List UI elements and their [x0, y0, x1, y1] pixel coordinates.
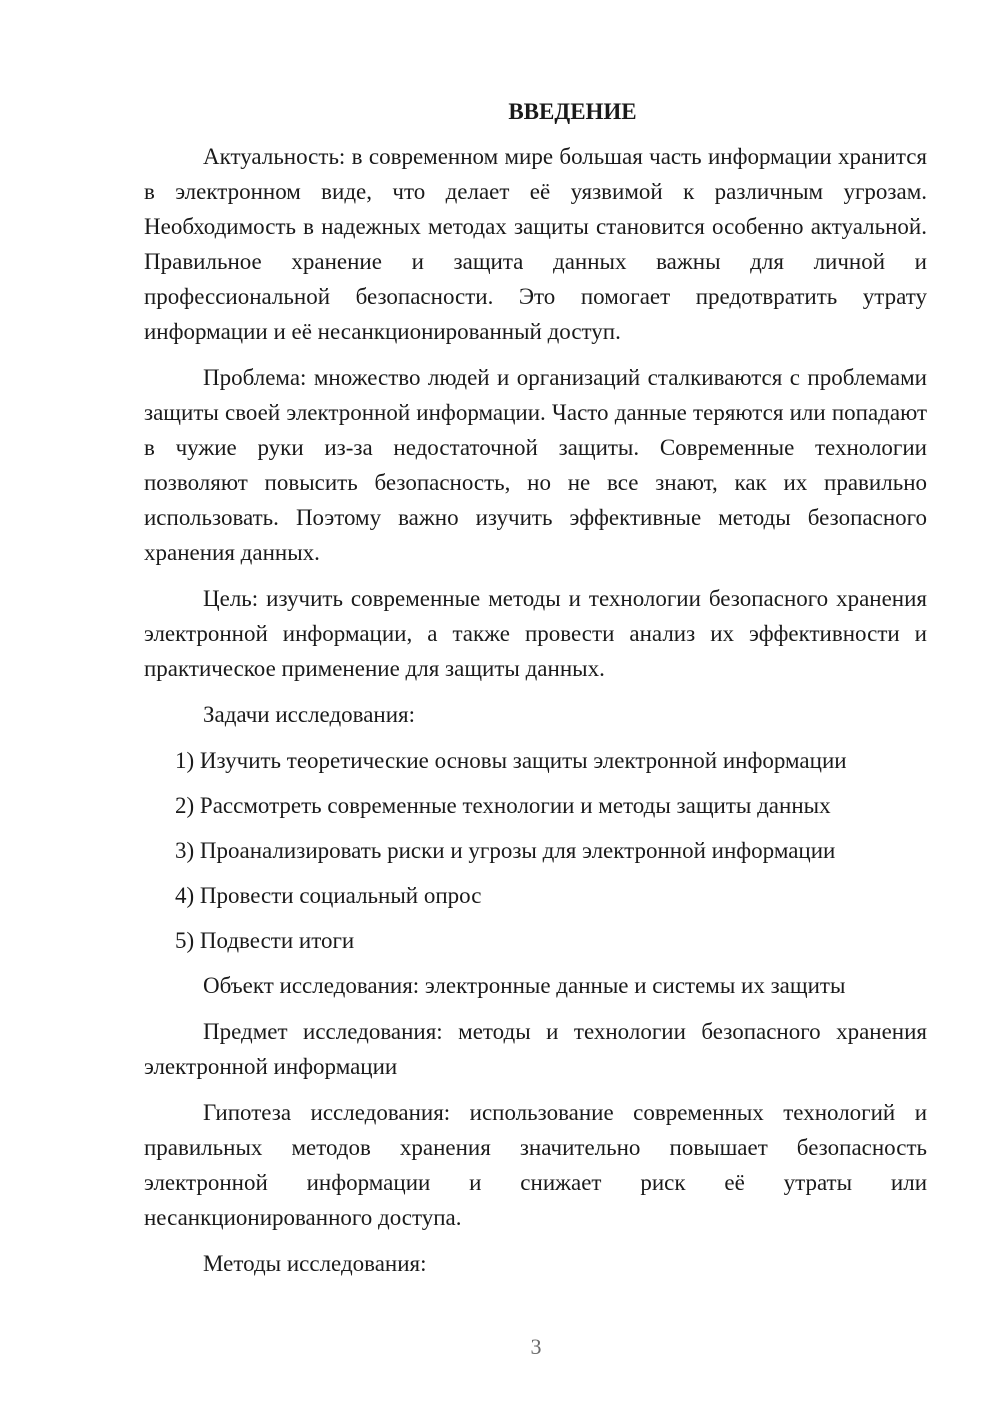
tasks-heading: Задачи исследования: [203, 702, 416, 727]
task-item-1: 1) Изучить теоретические основы защиты электронной информации [175, 748, 847, 773]
paragraph-hypothesis: Гипотеза исследования: использование современных технологий и правильных методов хранения значительно повышает безопасность электронной информации и снижает риск её утраты или несанкционированного доступа. [144, 1100, 927, 1230]
paragraph-relevance: Актуальность: в современном мире большая часть информации хранится в электронном виде, что делает её уязвимой к различным угрозам. Необходимость в надежных методах защиты становится особенно актуальной. Правильное хранение и защита данных важны для личной и профессиональной безопасности. Это помогает предотвратить утрату информации и её несанкционированный доступ. [144, 144, 927, 344]
task-item-3: 3) Проанализировать риски и угрозы для электронной информации [175, 838, 836, 863]
page-number: 3 [530, 1334, 542, 1359]
page-title: ВВЕДЕНИЕ [508, 99, 637, 124]
paragraph-subject: Предмет исследования: методы и технологии безопасного хранения электронной информации [144, 1019, 927, 1079]
paragraph-problem: Проблема: множество людей и организаций сталкиваются с проблемами защиты своей электронной информации. Часто данные теряются или попадают в чужие руки из-за недостаточной защиты. Современные технологии позволяют повысить безопасность, но не все знают, как их правильно использовать. Поэтому важно изучить эффективные методы безопасного хранения данных. [144, 365, 927, 565]
task-item-2: 2) Рассмотреть современные технологии и методы защиты данных [175, 793, 831, 818]
paragraph-goal: Цель: изучить современные методы и технологии безопасного хранения электронной информации, а также провести анализ их эффективности и практическое применение для защиты данных. [144, 586, 927, 681]
task-item-4: 4) Провести социальный опрос [175, 883, 482, 908]
paragraph-object: Объект исследования: электронные данные и системы их защиты [203, 973, 846, 998]
methods-heading: Методы исследования: [203, 1251, 427, 1276]
document-page [144, 94, 927, 1292]
task-item-5: 5) Подвести итоги [175, 928, 355, 953]
